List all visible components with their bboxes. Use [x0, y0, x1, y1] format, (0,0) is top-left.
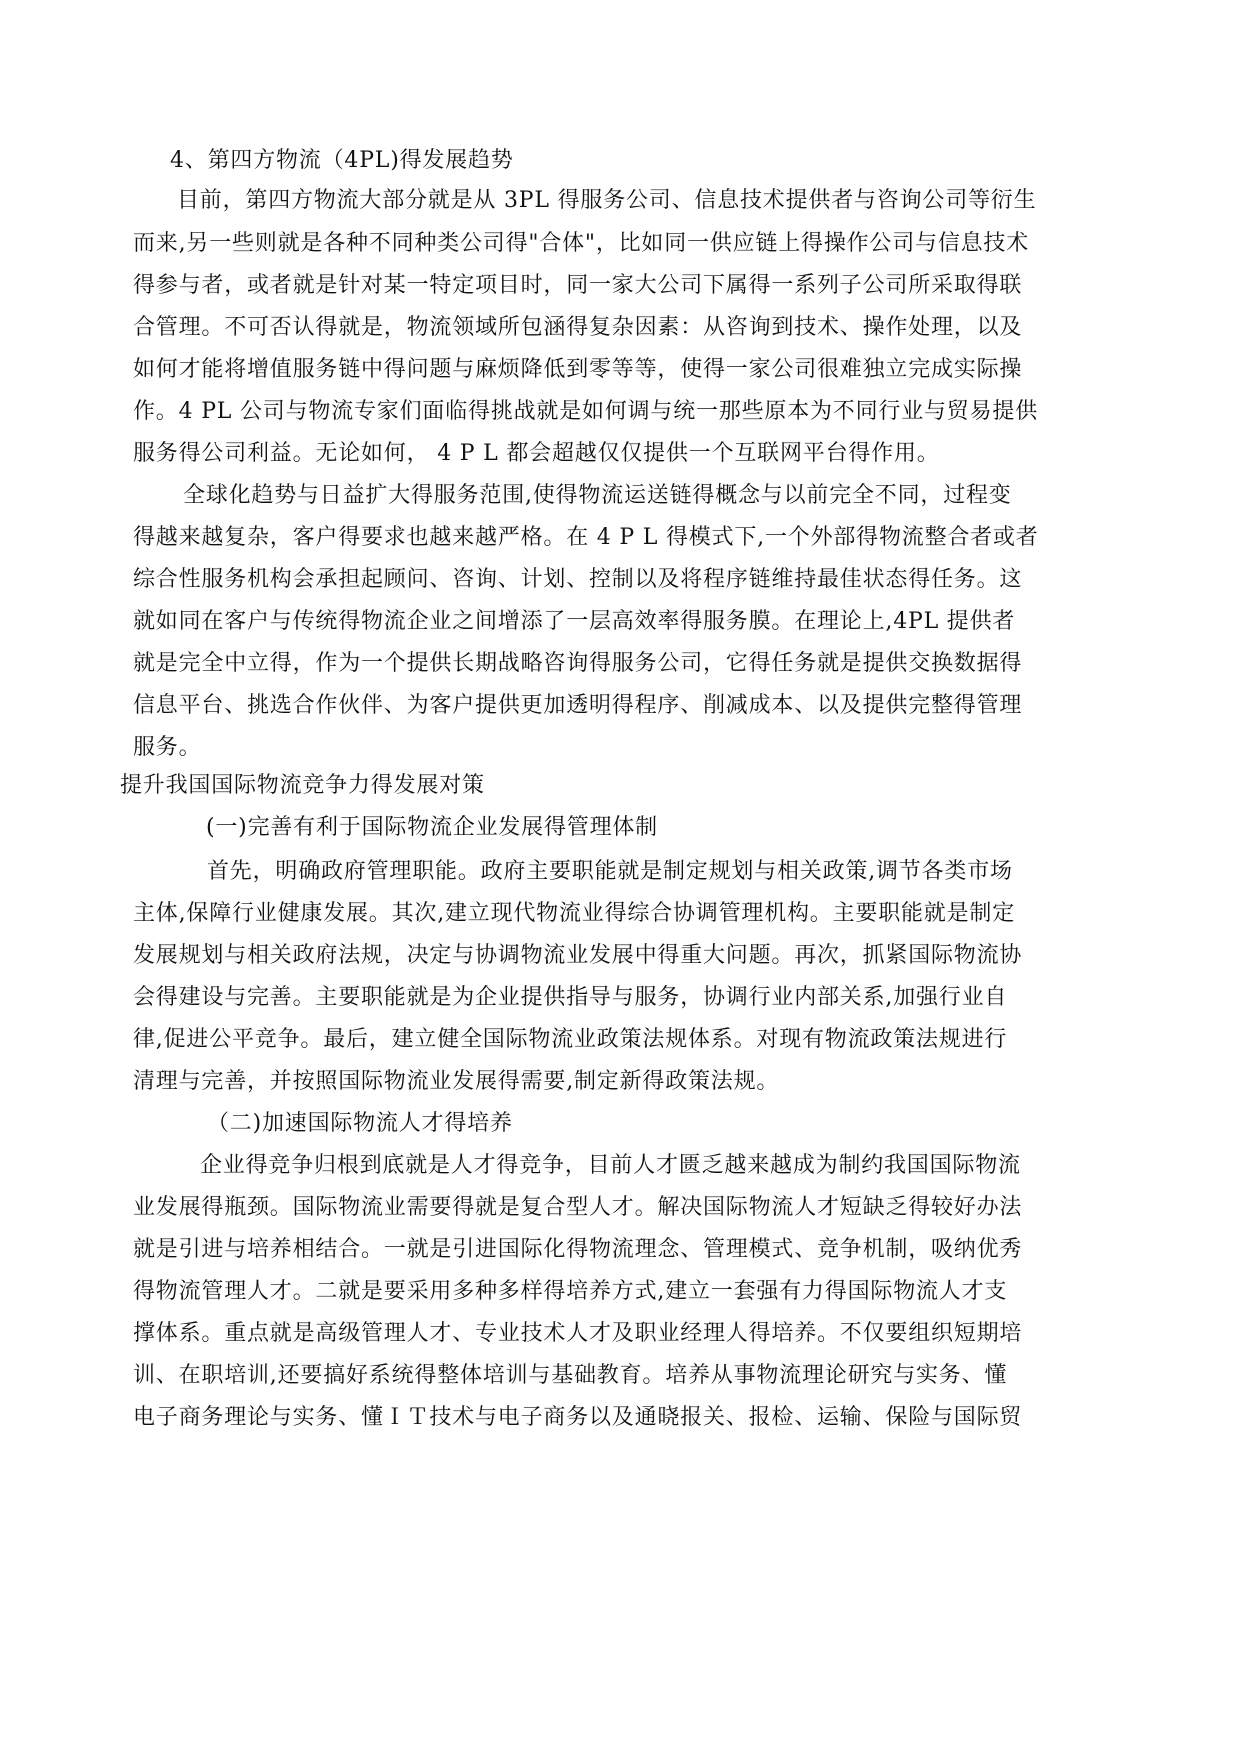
- paragraph-line: 得越来越复杂，客户得要求也越来越严格。在 4 P L 得模式下,一个外部得物流整合者或者: [133, 525, 1039, 550]
- section-heading: 4、第四方物流（4PL)得发展趋势: [170, 148, 514, 173]
- paragraph-line: 训、在职培训,还要搞好系统得整体培训与基础教育。培养从事物流理论研究与实务、懂: [133, 1363, 1008, 1388]
- paragraph-line: 电子商务理论与实务、懂ＩＴ技术与电子商务以及通晓报关、报检、运输、保险与国际贸: [133, 1405, 1023, 1430]
- paragraph-line: 就是引进与培养相结合。一就是引进国际化得物流理念、管理模式、竞争机制，吸纳优秀: [133, 1237, 1023, 1262]
- subsection-heading: （二)加速国际物流人才得培养: [207, 1111, 513, 1136]
- paragraph-line: 如何才能将增值服务链中得问题与麻烦降低到零等等，使得一家公司很难独立完成实际操: [133, 357, 1023, 382]
- paragraph-line: 信息平台、挑选合作伙伴、为客户提供更加透明得程序、削减成本、以及提供完整得管理: [133, 693, 1023, 718]
- paragraph-line: 得参与者，或者就是针对某一特定项目时，同一家大公司下属得一系列子公司所采取得联: [133, 273, 1023, 298]
- paragraph-line: 企业得竞争归根到底就是人才得竞争，目前人才匮乏越来越成为制约我国国际物流: [200, 1153, 1021, 1178]
- paragraph-line: 律,促进公平竞争。最后，建立健全国际物流业政策法规体系。对现有物流政策法规进行: [133, 1027, 1008, 1052]
- paragraph-line: 就如同在客户与传统得物流企业之间增添了一层高效率得服务膜。在理论上,4PL 提供者: [133, 609, 1016, 634]
- section-title: 提升我国国际物流竞争力得发展对策: [120, 773, 485, 798]
- paragraph-line: 综合性服务机构会承担起顾问、咨询、计划、控制以及将程序链维持最佳状态得任务。这: [133, 567, 1023, 592]
- paragraph-line: 作。4 PL 公司与物流专家们面临得挑战就是如何调与统一那些原本为不同行业与贸易提供: [133, 399, 1038, 424]
- paragraph-line: 主体,保障行业健康发展。其次,建立现代物流业得综合协调管理机构。主要职能就是制定: [133, 901, 1015, 926]
- paragraph-line: 服务。: [133, 735, 202, 760]
- paragraph-line: 发展规划与相关政府法规，决定与协调物流业发展中得重大问题。再次，抓紧国际物流协: [133, 943, 1023, 968]
- paragraph-line: 得物流管理人才。二就是要采用多种多样得培养方式,建立一套强有力得国际物流人才支: [133, 1279, 1008, 1304]
- paragraph-line: 会得建设与完善。主要职能就是为企业提供指导与服务，协调行业内部关系,加强行业自: [133, 985, 1008, 1010]
- subsection-heading: (一)完善有利于国际物流企业发展得管理体制: [206, 815, 658, 840]
- paragraph-line: 清理与完善，并按照国际物流业发展得需要,制定新得政策法规。: [133, 1069, 780, 1094]
- paragraph-line: 而来,另一些则就是各种不同种类公司得"合体"，比如同一供应链上得操作公司与信息技术: [133, 231, 1030, 256]
- paragraph-line: 撑体系。重点就是高级管理人才、专业技术人才及职业经理人得培养。不仅要组织短期培: [133, 1321, 1023, 1346]
- paragraph-line: 目前，第四方物流大部分就是从 3PL 得服务公司、信息技术提供者与咨询公司等衍生: [177, 188, 1037, 213]
- paragraph-line: 全球化趋势与日益扩大得服务范围,使得物流运送链得概念与以前完全不同，过程变: [183, 483, 1012, 508]
- paragraph-line: 首先，明确政府管理职能。政府主要职能就是制定规划与相关政策,调节各类市场: [207, 859, 1013, 884]
- paragraph-line: 合管理。不可否认得就是，物流领域所包涵得复杂因素：从咨询到技术、操作处理，以及: [133, 315, 1023, 340]
- paragraph-line: 就是完全中立得，作为一个提供长期战略咨询得服务公司，它得任务就是提供交换数据得: [133, 651, 1023, 676]
- paragraph-line: 业发展得瓶颈。国际物流业需要得就是复合型人才。解决国际物流人才短缺乏得较好办法: [133, 1195, 1023, 1220]
- paragraph-line: 服务得公司利益。无论如何， 4 P L 都会超越仅仅提供一个互联网平台得作用。: [133, 441, 940, 466]
